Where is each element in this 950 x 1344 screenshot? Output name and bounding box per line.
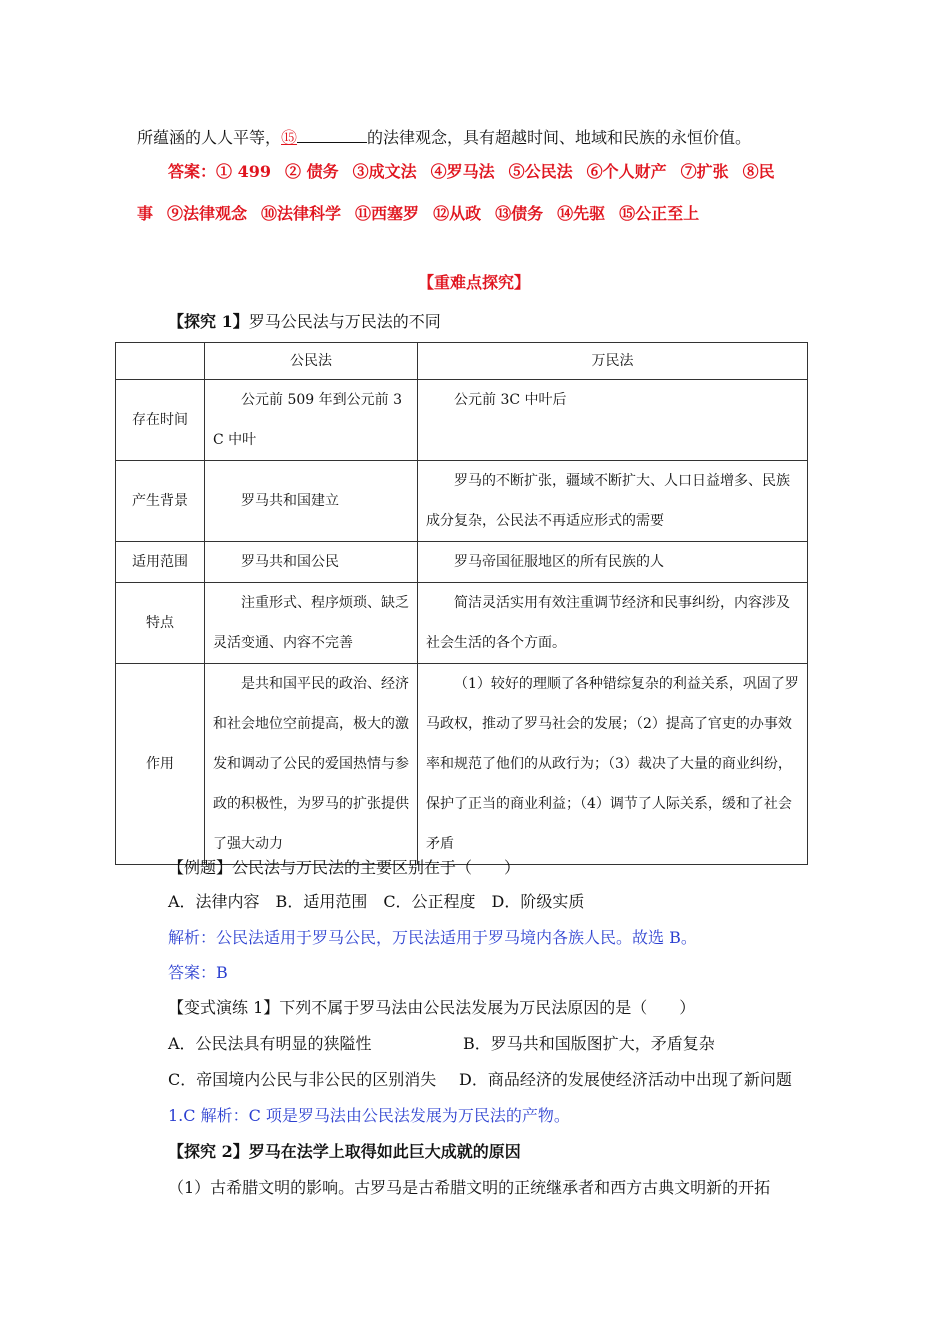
answer-item: ⑥个人财产 bbox=[586, 162, 667, 181]
table-row bbox=[116, 461, 808, 542]
variant-analysis: 1.C 解析：C 项是罗马法由公民法发展为万民法的产物。 bbox=[168, 1106, 570, 1125]
civil-law-cell: 公元前 509 年到公元前 3C 中叶 bbox=[213, 392, 402, 448]
intro-line bbox=[137, 126, 751, 150]
answer-item: ⑬债务 bbox=[495, 204, 544, 223]
example-answer: 答案：B bbox=[168, 963, 228, 982]
example-analysis: 解析：公民法适用于罗马公民，万民法适用于罗马境内各族人民。故选 B。 bbox=[168, 928, 697, 947]
fill-blank bbox=[297, 127, 367, 143]
gentium-law-cell: 公元前 3C 中叶后 bbox=[454, 392, 567, 408]
row-label: 适用范围 bbox=[116, 542, 205, 583]
table-row bbox=[116, 583, 808, 664]
row-label: 产生背景 bbox=[116, 461, 205, 542]
explore1-heading bbox=[168, 310, 441, 334]
answer-item: ⑫从政 bbox=[433, 204, 482, 223]
answer-line-2 bbox=[137, 202, 699, 226]
table-row bbox=[116, 542, 808, 583]
answer-item: ⑪西塞罗 bbox=[355, 204, 420, 223]
intro-prefix: 所蕴涵的人人平等， bbox=[137, 128, 282, 147]
example-question: 【例题】公民法与万民法的主要区别在于（ ） bbox=[168, 858, 521, 877]
answer-line-1 bbox=[168, 160, 775, 184]
table-header-cell bbox=[116, 343, 205, 380]
explore1-title: 罗马公民法与万民法的不同 bbox=[248, 312, 441, 331]
gentium-law-cell: 简洁灵活实用有效注重调节经济和民事纠纷，内容涉及社会生活的各个方面。 bbox=[426, 595, 790, 651]
gentium-law-cell: （1）较好的理顺了各种错综复杂的利益关系，巩固了罗马政权，推动了罗马社会的发展；（2）提高了官吏的办事效率和规范了他们的从政行为；（3）裁决了大量的商业纠纷，保护了正当的商业利益；（4）调节了人际关系，缓和了社会矛盾 bbox=[426, 676, 799, 852]
table-header-cell: 公民法 bbox=[205, 343, 418, 380]
row-label: 存在时间 bbox=[116, 380, 205, 461]
explore1-tag: 【探究 1】 bbox=[168, 312, 249, 331]
example-options: A．法律内容 B．适用范围 C．公正程度 D．阶级实质 bbox=[168, 892, 585, 911]
explore2-paragraph: （1）古希腊文明的影响。古罗马是古希腊文明的正统继承者和西方古典文明新的开拓 bbox=[168, 1178, 771, 1197]
answer-item: ⑦扩张 bbox=[680, 162, 729, 181]
answer-item: ⑮公正至上 bbox=[619, 204, 700, 223]
row-label: 作用 bbox=[116, 664, 205, 865]
civil-law-cell: 罗马共和国建立 bbox=[241, 493, 339, 509]
civil-law-cell: 罗马共和国公民 bbox=[241, 554, 339, 570]
table-row bbox=[116, 380, 808, 461]
answer-label: 答案： bbox=[168, 162, 217, 181]
intro-suffix: 的法律观念，具有超越时间、地域和民族的永恒价值。 bbox=[367, 128, 752, 147]
civil-law-cell: 是共和国平民的政治、经济和社会地位空前提高，极大的激发和调动了公民的爱国热情与参政的积极性，为罗马的扩张提供了强大动力 bbox=[213, 676, 409, 852]
explore2-title: 【探究 2】罗马在法学上取得如此巨大成就的原因 bbox=[168, 1142, 521, 1161]
section-title: 【重难点探究】 bbox=[418, 273, 531, 292]
blank-number: ⑮ bbox=[281, 128, 298, 147]
table-row bbox=[116, 664, 808, 865]
gentium-law-cell: 罗马帝国征服地区的所有民族的人 bbox=[454, 554, 664, 570]
civil-law-cell: 注重形式、程序烦琐、缺乏灵活变通、内容不完善 bbox=[213, 595, 409, 651]
answer-item: ④罗马法 bbox=[430, 162, 495, 181]
answer-item: ⑭先驱 bbox=[557, 204, 606, 223]
answer-item: 事 bbox=[137, 204, 154, 223]
variant-option-c: C．帝国境内公民与非公民的区别消失 bbox=[168, 1070, 437, 1089]
variant-option-b: B．罗马共和国版图扩大，矛盾复杂 bbox=[463, 1034, 715, 1053]
answer-item: ⑧民 bbox=[742, 162, 775, 181]
comparison-table bbox=[115, 342, 808, 865]
row-label: 特点 bbox=[116, 583, 205, 664]
answer-item: ③成文法 bbox=[352, 162, 417, 181]
answer-item: ⑤公民法 bbox=[508, 162, 573, 181]
table-header-cell: 万民法 bbox=[418, 343, 808, 380]
variant-question: 【变式演练 1】下列不属于罗马法由公民法发展为万民法原因的是（ ） bbox=[168, 998, 696, 1017]
variant-option-a: A．公民法具有明显的狭隘性 bbox=[168, 1034, 372, 1053]
answer-item: ① 499 bbox=[216, 162, 271, 181]
answer-item: ⑩法律科学 bbox=[261, 204, 342, 223]
answer-item: ② 债务 bbox=[285, 162, 339, 181]
gentium-law-cell: 罗马的不断扩张，疆域不断扩大、人口日益增多、民族成分复杂，公民法不再适应形式的需要 bbox=[426, 473, 790, 529]
variant-option-d: D．商品经济的发展使经济活动中出现了新问题 bbox=[459, 1070, 792, 1089]
answer-item: ⑨法律观念 bbox=[167, 204, 248, 223]
table-header-row bbox=[116, 343, 808, 380]
